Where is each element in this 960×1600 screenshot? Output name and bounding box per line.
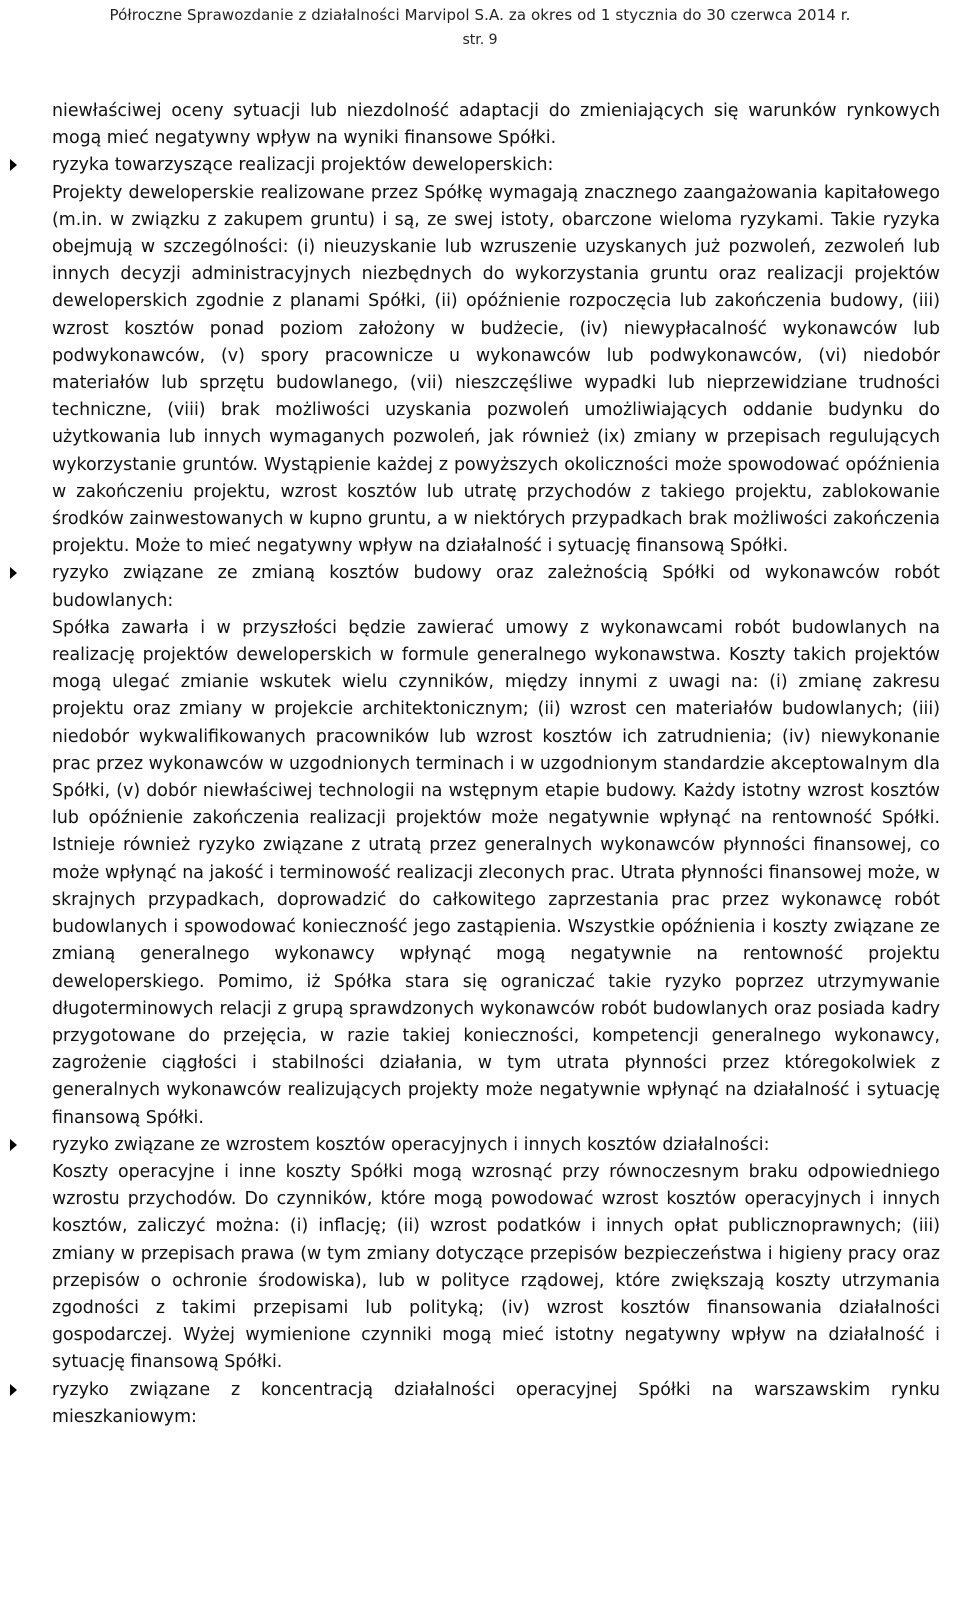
list-item-text: Projekty deweloperskie realizowane przez Spółkę wymagają znacznego zaangażowania kapitałowego (m.in. w związku z zakupem gruntu) i są, ze swej istoty, obarczone wieloma ryzykami. Takie ryzyka obejmują w szczególności: (i) nieuzyskanie lub wzruszenie uzyskanych już pozwoleń, zezwoleń lub innych decyzji administracyjnych niezbędnych do wykorzystania gruntu oraz realizacji projektów deweloperskich zgodnie z planami Spółki, (ii) opóźnienie rozpoczęcia lub zakończenia budowy, (iii) wzrost kosztów ponad poziom założony w budżecie, (iv) niewypłacalność wykonawców lub podwykonawców, (v) spory pracownicze u wykonawców lub podwykonawców, (vi) niedobór materiałów lub sprzętu budowlanego, (vii) nieszczęśliwe wypadki lub nieprzewidziane trudności techniczne, (viii) brak możliwości uzyskania pozwoleń umożliwiających oddanie budynku do użytkowania lub innych wymaganych pozwoleń, jak również (ix) zmiany w przepisach regulujących wykorzystanie gruntów. Wystąpienie każdej z powyższych okoliczności może spowodować opóźnienia w zakończeniu projektu, wzrost kosztów lub utratę przychodów z takiego projektu, zablokowanie środków zainwestowanych w kupno gruntu, a w niektórych przypadkach brak możliwości zakończenia projektu. Może to mieć negatywny wpływ na działalność i sytuację finansową Spółki. <box>52 182 940 557</box>
arrow-bullet-icon <box>10 1139 17 1151</box>
list-item-text: Koszty operacyjne i inne koszty Spółki mogą wzrosnąć przy równoczesnym braku odpowiedniego wzrostu przychodów. Do czynników, które mogą powodować wzrost kosztów operacyjnych i innych kosztów, zaliczyć można: (i) inflację; (ii) wzrost podatków i innych opłat publicznoprawnych; (iii) zmiany w przepisach prawa (w tym zmiany dotyczące przepisów bezpieczeństwa i higieny pracy oraz przepisów o ochronie środowiska), lub w polityce rządowej, które zwiększają koszty utrzymania zgodności z takimi przepisami lub polityką; (iv) wzrost kosztów finansowania działalności gospodarczej. Wyżej wymienione czynniki mogą mieć istotny negatywny wpływ na działalność i sytuację finansową Spółki. <box>52 1161 940 1373</box>
list-item <box>52 1132 940 1377</box>
document-body <box>52 98 940 1431</box>
list-item-heading: ryzyka towarzyszące realizacji projektów deweloperskich: <box>52 155 554 176</box>
arrow-bullet-icon <box>10 1384 17 1396</box>
list-item-heading: ryzyko związane ze wzrostem kosztów operacyjnych i innych kosztów działalności: <box>52 1134 770 1155</box>
list-item <box>52 152 940 560</box>
arrow-bullet-icon <box>10 159 17 171</box>
intro-paragraph: niewłaściwej oceny sytuacji lub niezdolność adaptacji do zmieniających się warunków rynkowych mogą mieć negatywny wpływ na wyniki finansowe Spółki. <box>52 101 940 149</box>
page-number: str. 9 <box>462 32 498 48</box>
running-header: Półroczne Sprawozdanie z działalności Marvipol S.A. za okres od 1 stycznia do 30 czerwca 2014 r. <box>109 6 851 24</box>
list-item-heading: ryzyko związane ze zmianą kosztów budowy oraz zależnością Spółki od wykonawców robót budowlanych: <box>52 563 940 611</box>
arrow-bullet-icon <box>10 567 17 579</box>
list-item <box>52 560 940 1131</box>
list-item-heading: ryzyko związane z koncentracją działalności operacyjnej Spółki na warszawskim rynku mieszkaniowym: <box>52 1379 940 1427</box>
list-item-text: Spółka zawarła i w przyszłości będzie zawierać umowy z wykonawcami robót budowlanych na realizację projektów deweloperskich w formule generalnego wykonawstwa. Koszty takich projektów mogą ulegać zmianie wskutek wielu czynników, między innymi z uwagi na: (i) zmianę zakresu projektu oraz zmiany w projekcie architektonicznym; (ii) wzrost cen materiałów budowlanych; (iii) niedobór wykwalifikowanych pracowników lub wzrost kosztów ich zatrudnienia; (iv) niewykonanie prac przez wykonawców w uzgodnionych terminach i w uzgodnionym standardzie akceptowalnym dla Spółki, (v) dobór niewłaściwej technologii na wstępnym etapie budowy. Każdy istotny wzrost kosztów lub opóźnienie zakończenia realizacji projektów może negatywnie wpłynąć na rentowność Spółki. Istnieje również ryzyko związane z utratą przez generalnych wykonawców płynności finansowej, co może wpłynąć na jakość i terminowość realizacji zleconych prac. Utrata płynności finansowej może, w skrajnych przypadkach, doprowadzić do całkowitego zaprzestania prac przez wykonawcę robót budowlanych i spowodować konieczność jego zastąpienia. Wszystkie opóźnienia i koszty związane ze zmianą generalnego wykonawcy wpłynąć mogą negatywnie na rentowność projektu deweloperskiego. Pomimo, iż Spółka stara się ograniczać takie ryzyko poprzez utrzymywanie długoterminowych relacji z grupą sprawdzonych wykonawców robót budowlanych oraz posiada kadry przygotowane do przejęcia, w razie takiej konieczności, kompetencji generalnego wykonawcy, zagrożenie ciągłości i stabilności działania, w tym utrata płynności przez któregokolwiek z generalnych wykonawców realizujących projekty może negatywnie wpłynąć na działalność i sytuację finansową Spółki. <box>52 617 941 1128</box>
list-item <box>52 1377 940 1431</box>
